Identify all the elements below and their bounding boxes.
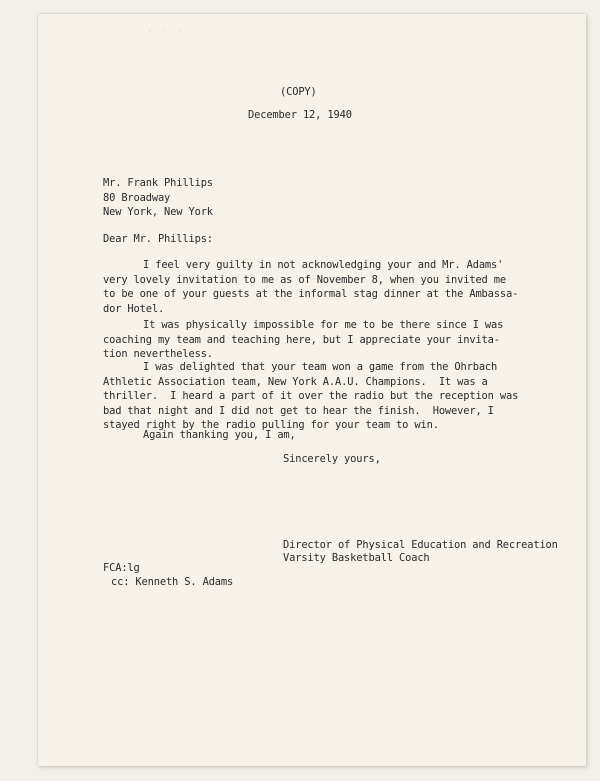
paragraph-2 bbox=[103, 318, 503, 362]
salutation: Dear Mr. Phillips: bbox=[103, 233, 213, 245]
complimentary-close: Sincerely yours, bbox=[283, 453, 381, 465]
paragraph-line: I feel very guilty in not acknowledging your and Mr. Adams' bbox=[143, 259, 504, 271]
paragraph-line: to be one of your guests at the informal stag dinner at the Ambassa- bbox=[103, 288, 519, 301]
paragraph-3 bbox=[103, 360, 518, 433]
paragraph-line: It was physically impossible for me to be there since I was bbox=[143, 319, 504, 331]
paragraph-line: stayed right by the radio pulling for your team to win. bbox=[103, 419, 439, 432]
letter-date: December 12, 1940 bbox=[248, 109, 352, 121]
closing-line: Again thanking you, I am, bbox=[143, 429, 296, 441]
carbon-copy: cc: Kenneth S. Adams bbox=[111, 576, 234, 588]
signer-position: Varsity Basketball Coach bbox=[283, 552, 430, 564]
signer-title: Director of Physical Education and Recreation bbox=[283, 539, 558, 551]
paragraph-line: thriller. I heard a part of it over the radio but the reception was bbox=[103, 390, 519, 403]
paragraph-line: dor Hotel. bbox=[103, 302, 165, 315]
paragraph-line: coaching my team and teaching here, but I appreciate your invita- bbox=[103, 333, 500, 346]
reference-initials: FCA:lg bbox=[103, 562, 140, 574]
copy-mark: (COPY) bbox=[280, 86, 317, 98]
paragraph-line: Athletic Association team, New York A.A.U. Champions. It was a bbox=[103, 375, 488, 388]
paragraph-1 bbox=[103, 258, 518, 316]
paper-specks: · · · bbox=[148, 28, 187, 35]
paragraph-line: tion nevertheless. bbox=[103, 348, 213, 361]
paragraph-line: I was delighted that your team won a game from the Ohrbach bbox=[143, 361, 498, 373]
recipient-street: 80 Broadway bbox=[103, 191, 171, 204]
recipient-name: Mr. Frank Phillips bbox=[103, 177, 213, 189]
paragraph-line: bad that night and I did not get to hear the finish. However, I bbox=[103, 404, 494, 417]
recipient-address bbox=[103, 176, 213, 220]
recipient-city: New York, New York bbox=[103, 206, 213, 219]
paragraph-line: very lovely invitation to me as of November 8, when you invited me bbox=[103, 273, 506, 286]
